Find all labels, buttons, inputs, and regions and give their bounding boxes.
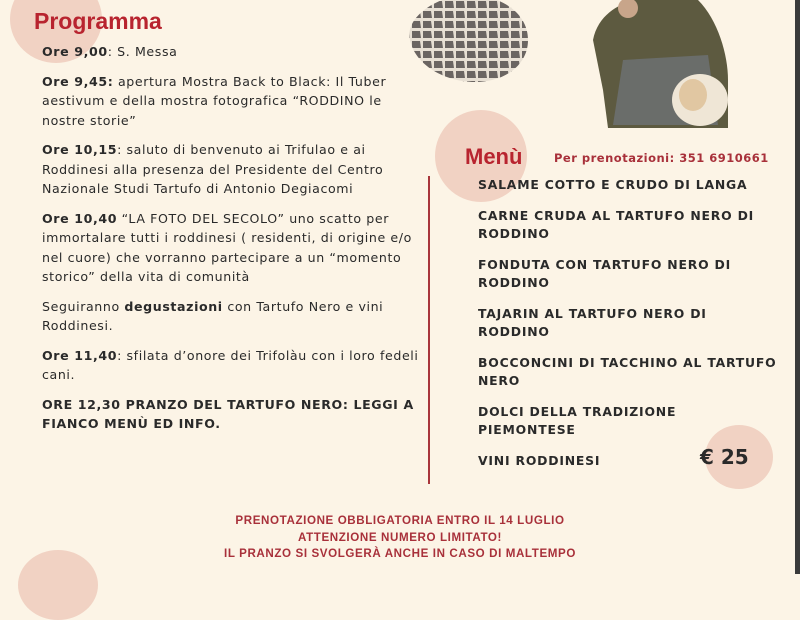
program-list [42,42,422,444]
menu-list [478,176,778,482]
menu-title: Menù [465,144,523,169]
menu-item: DOLCI DELLA TRADIZIONE PIEMONTESE [478,403,677,437]
program-item: Ore 9,45: apertura Mostra Back to Black: Il Tuber aestivum e della mostra fotografica “RODDINO le nostre storie” [42,73,387,128]
divider [428,176,430,484]
price: € 25 [700,445,749,469]
program-item: Ore 11,40: sfilata d’onore dei Trifolàu con i loro fedeli cani. [42,347,419,382]
menu-item: VINI RODDINESI [478,452,601,468]
window-edge [795,0,800,574]
program-item: Ore 10,40 “LA FOTO DEL SECOLO” uno scatto per immortalare tutti i roddinesi ( residenti, di origine e/o nel cuore) che vorranno partecipare a un “momento storico” della vita di comunità [42,210,412,284]
menu-item: BOCCONCINI DI TACCHINO AL TARTUFO NERO [478,354,777,388]
programma-title: Programma [34,8,162,34]
menu-item: TAJARIN AL TARTUFO NERO DI RODDINO [478,305,707,339]
footer-notice: PRENOTAZIONE OBBLIGATORIA ENTRO IL 14 LUGLIO ATTENZIONE NUMERO LIMITATO! IL PRANZO SI SVOLGERÀ ANCHE IN CASO DI MALTEMPO [224,514,576,560]
truffle-hunter-photo [588,0,748,130]
program-item: Ore 10,15: saluto di benvenuto ai Trifulao e ai Roddinesi alla presenza del Presidente del Centro Nazionale Studi Tartufo di Antonio Degiacomi [42,142,384,196]
program-item: Ore 9,00: S. Messa [42,44,178,59]
program-item: ORE 12,30 PRANZO DEL TARTUFO NERO: LEGGI A FIANCO MENÙ ED INFO. [42,396,414,431]
menu-item: SALAME COTTO E CRUDO DI LANGA [478,177,748,192]
booking-phone: Per prenotazioni: 351 6910661 [554,151,769,165]
menu-item: CARNE CRUDA AL TARTUFO NERO DI RODDINO [478,207,755,241]
menu-item: FONDUTA CON TARTUFO NERO DI RODDINO [478,256,732,290]
program-item: Seguiranno degustazioni con Tartufo Nero e vini Roddinesi. [42,298,384,333]
